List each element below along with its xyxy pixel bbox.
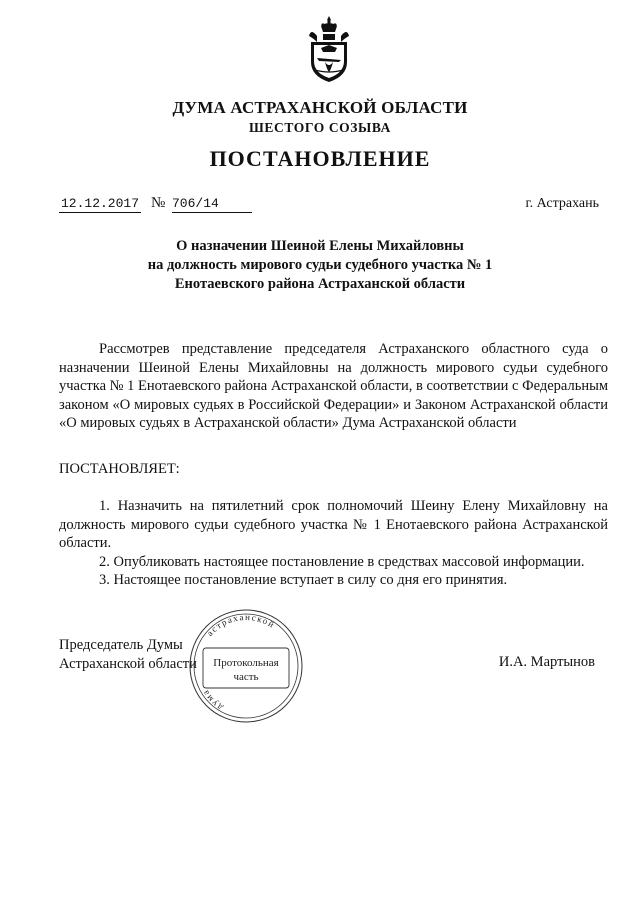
- convocation: ШЕСТОГО СОЗЫВА: [249, 120, 391, 135]
- document-type: ПОСТАНОВЛЕНИЕ: [209, 146, 431, 171]
- stamp-text-line2: часть: [233, 671, 259, 683]
- seal-stamp: [186, 606, 306, 726]
- signatory-name: И.А. Мартынов: [498, 654, 595, 670]
- document-date: 12.12.2017: [61, 196, 140, 211]
- document-subject: [0, 237, 640, 294]
- resolution-item: 2. Опубликовать настоящее постановление в средствах массовой информации.: [99, 553, 585, 570]
- position-line: Председатель Думы: [59, 637, 183, 653]
- document-number: 706/14: [172, 196, 252, 213]
- city: г. Астрахань: [525, 196, 599, 211]
- resolution-item: 3. Настоящее постановление вступает в силу со дня его принятия.: [99, 572, 508, 589]
- svg-text:астраханской: астраханской: [204, 611, 278, 638]
- subject-line: на должность мирового судьи судебного участка № 1: [147, 257, 493, 273]
- date-number-line: [59, 196, 599, 218]
- svg-text:дума: дума: [199, 687, 225, 713]
- number-sign: №: [151, 195, 166, 211]
- subject-line: Енотаевского района Астраханской области: [174, 276, 466, 292]
- organization-name: ДУМА АСТРАХАНСКОЙ ОБЛАСТИ: [172, 98, 468, 117]
- position-line: Астраханской области: [59, 655, 197, 672]
- subject-line: О назначении Шеиной Елены Михайловны: [176, 238, 464, 254]
- coat-of-arms-icon: [303, 14, 355, 84]
- resolves-heading: ПОСТАНОВЛЯЕТ:: [59, 461, 180, 477]
- preamble: Рассмотрев представление председателя Астраханского областного суда о назначении Шеиной Елены Михайловны на должность мирового судьи судебного участка № 1 Енотаевского района Астраханской области, в соответствии с Федеральным законом «О мировых судьях в Российской Федерации» и Законом Астраханской области «О мировых судьях в Астраханской области» Дума Астраханской области: [59, 341, 608, 432]
- resolution-item: 1. Назначить на пятилетний срок полномочий Шеину Елену Михайловну на должность мирового судьи судебного участка № 1 Енотаевского района Астраханской области.: [59, 498, 608, 552]
- stamp-text-line1: Протокольная: [213, 657, 279, 669]
- signatory-position: [59, 636, 197, 673]
- resolution-items: [59, 497, 608, 590]
